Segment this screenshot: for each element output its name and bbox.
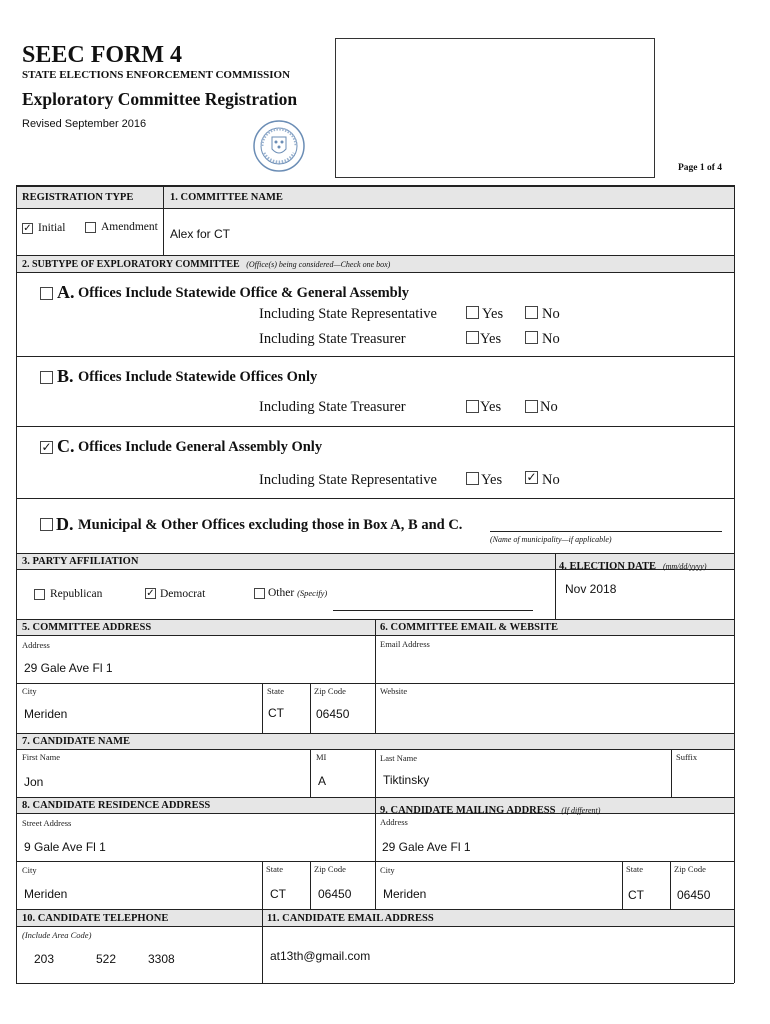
option-c-no-checkbox[interactable] (525, 471, 538, 484)
committee-email-header: 6. COMMITTEE EMAIL & WEBSITE (380, 622, 559, 633)
republican-label: Republican (50, 588, 103, 600)
option-b-checkbox[interactable] (40, 371, 53, 384)
option-a-title: Offices Include Statewide Office & General Assembly (78, 285, 410, 301)
election-date-header: 4. ELECTION DATE (559, 561, 656, 572)
option-d-letter: D. (56, 514, 74, 534)
checkmark-icon: ✓ (23, 223, 32, 234)
municipality-note: (Name of municipality—if applicable) (490, 535, 612, 544)
state-label: State (267, 686, 284, 696)
mailing-zip-value[interactable]: 06450 (677, 888, 711, 902)
mailing-address-value[interactable]: 29 Gale Ave Fl 1 (382, 840, 471, 854)
page-number: Page 1 of 4 (678, 163, 723, 173)
office-use-box (335, 38, 655, 178)
checkmark-icon: ✓ (41, 440, 52, 454)
option-c-yes-checkbox[interactable] (466, 472, 479, 485)
option-b-no-checkbox[interactable] (525, 400, 538, 413)
option-c-title: Offices Include General Assembly Only (78, 439, 323, 455)
option-b-yes-checkbox[interactable] (466, 400, 479, 413)
mailing-state-value[interactable]: CT (628, 888, 644, 902)
form-title: SEEC FORM 4 (22, 42, 183, 68)
amendment-checkbox[interactable] (85, 222, 96, 233)
committee-name-value[interactable]: Alex for CT (170, 227, 231, 241)
committee-address-value[interactable]: 29 Gale Ave Fl 1 (24, 661, 113, 675)
telephone-area-value[interactable]: 203 (34, 952, 55, 966)
mailing-city-value[interactable]: Meriden (383, 887, 427, 901)
mi-label: MI (316, 752, 327, 762)
telephone-note: (Include Area Code) (22, 930, 92, 940)
committee-address-header: 5. COMMITTEE ADDRESS (22, 622, 152, 633)
option-a-line1-no: No (542, 306, 560, 322)
zip-label: Zip Code (314, 686, 346, 696)
option-d-title: Municipal & Other Offices excluding those in Box A, B and C. (78, 517, 463, 533)
option-b-line1: Including State Treasurer (259, 399, 406, 415)
option-c-yes: Yes (481, 472, 503, 488)
mailing-note: (If different) (561, 806, 601, 815)
candidate-name-header: 7. CANDIDATE NAME (22, 736, 131, 747)
initial-label: Initial (38, 222, 66, 234)
option-a-line2-yes-checkbox[interactable] (466, 331, 479, 344)
option-b-letter: B. (57, 366, 74, 386)
subtype-header: 2. SUBTYPE OF EXPLORATORY COMMITTEE (22, 259, 240, 270)
checkmark-icon: ✓ (526, 470, 537, 484)
registration-type-header: REGISTRATION TYPE (22, 192, 134, 203)
residence-state-value[interactable]: CT (270, 887, 286, 901)
suffix-label: Suffix (676, 752, 698, 762)
mi-value[interactable]: A (318, 774, 327, 788)
street-label: Street Address (22, 818, 72, 828)
subtype-note: (Office(s) being considered—Check one box) (246, 260, 391, 269)
last-name-label: Last Name (380, 753, 418, 763)
election-date-value[interactable]: Nov 2018 (565, 582, 617, 596)
option-c-no: No (542, 472, 560, 488)
connecticut-seal-icon (252, 119, 306, 173)
option-a-line2-yes: Yes (480, 331, 502, 347)
other-note: (Specify) (297, 588, 328, 598)
initial-checkbox[interactable] (22, 223, 33, 234)
election-date-note: (mm/dd/yyyy) (662, 562, 707, 571)
option-a-line2-no: No (542, 331, 560, 347)
party-header: 3. PARTY AFFILIATION (22, 556, 139, 567)
option-a-line1-no-checkbox[interactable] (525, 306, 538, 319)
revised-date: Revised September 2016 (22, 118, 147, 130)
democrat-checkbox[interactable] (145, 588, 156, 599)
address-label: Address (22, 640, 50, 650)
residence-city-value[interactable]: Meriden (24, 887, 68, 901)
option-a-letter: A. (57, 282, 75, 302)
email-label: Email Address (380, 639, 430, 649)
checkmark-icon: ✓ (146, 588, 155, 599)
commission-name: STATE ELECTIONS ENFORCEMENT COMMISSION (22, 69, 291, 81)
committee-city-value[interactable]: Meriden (24, 707, 68, 721)
option-a-line2-no-checkbox[interactable] (525, 331, 538, 344)
option-a-line1-yes-checkbox[interactable] (466, 306, 479, 319)
website-label: Website (380, 686, 408, 696)
mailing-address-label: Address (380, 817, 408, 827)
other-label: Other (268, 587, 295, 599)
residence-city-label: City (22, 865, 37, 875)
residence-zip-label: Zip Code (314, 864, 346, 874)
first-name-label: First Name (22, 752, 61, 762)
telephone-line-value[interactable]: 3308 (148, 952, 175, 966)
telephone-header: 10. CANDIDATE TELEPHONE (22, 913, 169, 924)
first-name-value[interactable]: Jon (24, 775, 44, 789)
mailing-header: 9. CANDIDATE MAILING ADDRESS (380, 805, 556, 816)
email-value[interactable]: at13th@gmail.com (270, 949, 371, 963)
city-label: City (22, 686, 37, 696)
option-b-yes: Yes (480, 399, 502, 415)
option-a-checkbox[interactable] (40, 287, 53, 300)
democrat-label: Democrat (160, 588, 206, 600)
committee-state-value[interactable]: CT (268, 706, 284, 720)
option-a-line2: Including State Treasurer (259, 331, 406, 347)
email-header: 11. CANDIDATE EMAIL ADDRESS (267, 913, 434, 924)
amendment-label: Amendment (101, 221, 158, 233)
mailing-zip-label: Zip Code (674, 864, 706, 874)
residence-state-label: State (266, 864, 283, 874)
option-c-letter: C. (57, 436, 75, 456)
option-c-line1: Including State Representative (259, 472, 437, 488)
option-b-no: No (540, 399, 558, 415)
option-c-checkbox[interactable] (40, 441, 53, 454)
republican-checkbox[interactable] (34, 589, 45, 600)
other-checkbox[interactable] (254, 588, 265, 599)
telephone-prefix-value[interactable]: 522 (96, 952, 117, 966)
option-d-checkbox[interactable] (40, 518, 53, 531)
option-b-title: Offices Include Statewide Offices Only (78, 369, 318, 385)
form-name: Exploratory Committee Registration (22, 89, 298, 109)
last-name-value[interactable]: Tiktinsky (383, 773, 430, 787)
option-a-line1: Including State Representative (259, 306, 437, 322)
residence-header: 8. CANDIDATE RESIDENCE ADDRESS (22, 800, 211, 811)
committee-name-header: 1. COMMITTEE NAME (170, 192, 283, 203)
mailing-state-label: State (626, 864, 643, 874)
committee-zip-value[interactable]: 06450 (316, 707, 350, 721)
option-a-line1-yes: Yes (482, 306, 504, 322)
mailing-city-label: City (380, 865, 395, 875)
residence-street-value[interactable]: 9 Gale Ave Fl 1 (24, 840, 106, 854)
residence-zip-value[interactable]: 06450 (318, 887, 352, 901)
